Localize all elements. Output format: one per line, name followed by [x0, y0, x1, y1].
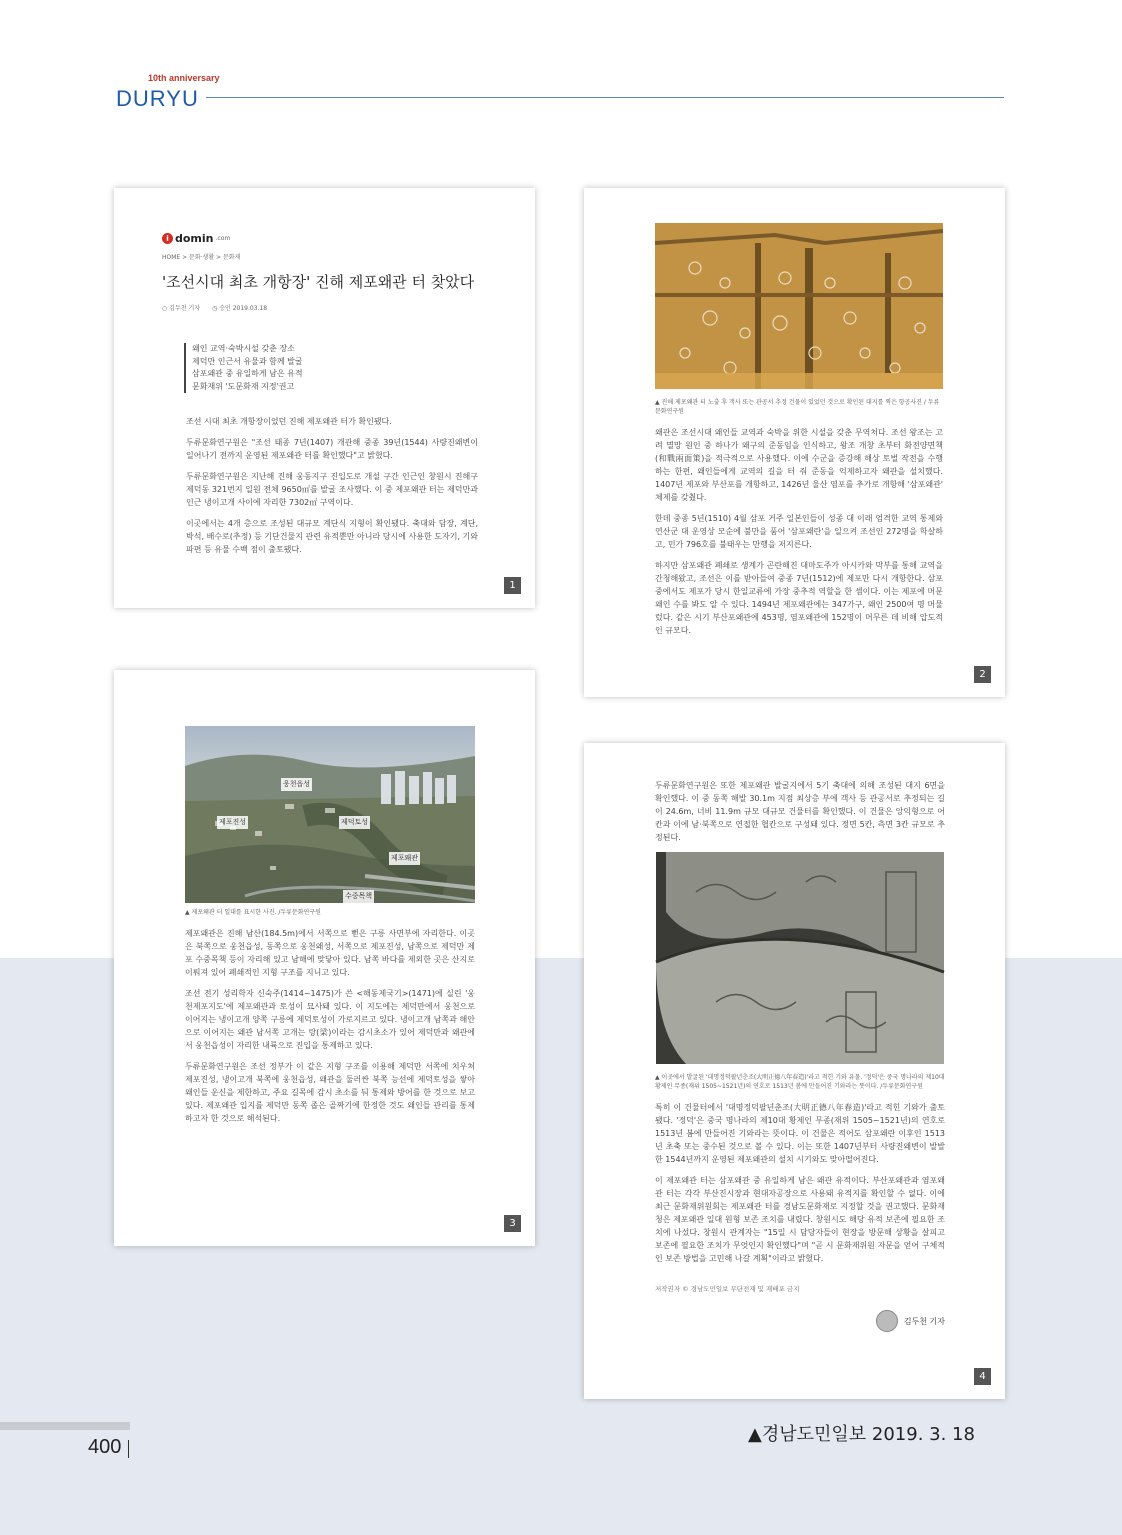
copyright-notice: 저작권자 © 경남도민일보 무단전재 및 재배포 금지 — [655, 1285, 800, 1293]
clipping-card-1 — [114, 188, 535, 608]
article-body: 제포왜관은 진해 남산(184.5m)에서 서쪽으로 뻗은 구릉 사면부에 자리한다. 이곳은 북쪽으로 웅천읍성, 동쪽으로 웅천왜성, 서쪽으로 제포진성, 남쪽으로 제덕만 제포 수중목책 등이 자리해 있고 남해에 맞닿아 있다. 남쪽 바다를 제외한 곳은 산지로 이뤄져 있어 폐쇄적인 지형 구조를 지니고 있다. 조선 전기 성리학자 신숙주(1414~1475)가 쓴 <해동제국기>(1471)에 실린 '웅천제포지도'에 제포왜관과 토성이 묘사돼 있다. 이 지도에는 제덕만에서 웅천으로 이어지는 냉이고개 양쪽 구릉에 제덕토성이 가로지르고 있다. 냉이고개 남쪽과 해안으로 이어지는 왜관 남서쪽 고개는 랑(梁)이라는 감시초소가 있어 제덕만과 왜관에서 웅천읍성이 자리한 내륙으로 진입을 통제하고 있다. 두류문화연구원은 조선 정부가 이 같은 지형 구조를 이용해 제덕만 서쪽에 치우쳐 제포진성, 냉이고개 북쪽에 웅천읍성, 왜관을 둘러싼 북쪽 능선에 제덕토성을 쌓아 왜인들 운신을 제한하고, 주요 길목에 감시 초소를 둬 통제와 방어를 한 것으로 보고 있다. 제포왜관 입지를 제덕만 동쪽 좁은 골짜기에 한정한 것도 왜인들 관리를 통제하고자 한 것으로 해석된다. — [185, 929, 475, 1123]
map-label-jepo-waegwan: 제포왜관 — [389, 852, 420, 865]
site-map-photo — [185, 726, 475, 903]
photo-caption: ▲ 진해 제포왜관 터 노출 후 객사 또는 관공서 추정 건물이 있었던 것으로 확인된 대지를 찍은 항공사진 / 두류문화연구원 — [655, 399, 940, 415]
clipping-card-3 — [114, 670, 535, 1246]
photo-caption: ▲ 제포왜관 터 일대를 표시한 사진. /두류문화연구원 — [185, 909, 321, 916]
map-label-woongcheon: 웅천읍성 — [281, 778, 312, 791]
logo-icon: i — [162, 233, 173, 244]
excavation-aerial-photo — [655, 223, 943, 389]
map-label-jedeok-fortress: 제덕토성 — [339, 816, 370, 829]
page-badge: 2 — [974, 666, 991, 683]
header-divider — [206, 97, 1004, 98]
date-row: ◷ 승인 2019.03.18 — [212, 305, 268, 312]
article-body: 조선 시대 최초 개항장이었던 진해 제포왜관 터가 확인됐다. 두류문화연구원은 "조선 태종 7년(1407) 개관해 중종 39년(1544) 사량진왜변이 일어나기 전까지 운영된 제포왜관 터를 확인했다"고 밝혔다. 두류문화연구원은 지난해 진해 웅동지구 진입도로 개설 구간 인근인 창원시 진해구 제덕동 321번지 일원 전체 9650㎡를 발굴 조사했다. 이 중 제포왜관 터는 제덕만과 인근 냉이고개 사이에 자리한 7302㎡ 구역이다. 이곳에서는 4개 층으로 조성된 대규모 계단식 지형이 확인됐다. 축대와 담장, 계단, 박석, 배수로(추정) 등 기단건물지 관련 유적뿐만 아니라 당시에 사용한 도자기, 기와 파편 등 유물 수백 점이 출토됐다. — [186, 417, 478, 554]
photo-caption: ▲ 이곳에서 발굴된 '대명정덕팔년춘조(大明正德八年春造)'라고 적힌 기와 유물. '정덕'은 중국 명나라의 제10대 황제인 무종(재위 1505~1521년)의 연호로 1513년 봄에 만들어진 기와라는 뜻이다. /두류문화연구원 — [655, 1074, 945, 1090]
page-badge: 4 — [974, 1368, 991, 1385]
map-label-palisade: 수중목책 — [343, 890, 374, 903]
article-title: '조선시대 최초 개항장' 진해 제포왜관 터 찾았다 — [162, 273, 475, 291]
source-credit: ▲경남도민일보 2019. 3. 18 — [748, 1424, 975, 1445]
anniversary-label: 10th anniversary — [148, 73, 220, 83]
clipping-card-4 — [584, 743, 1005, 1399]
byline — [162, 302, 482, 315]
clock-icon: ◷ — [212, 305, 218, 312]
article-body: 특히 이 건물터에서 '대명정덕팔년춘조(大明正德八年春造)'라고 적힌 기와가 출토됐다. '정덕'은 중국 명나라의 제10대 황제인 무종(재위 1505~1521년)의 연호로 1513년 봄에 만들어진 기와라는 뜻이다. 이 건물은 적어도 삼포왜란 이후인 1513년 초축 또는 중수된 것으로 볼 수 있다. 이는 또한 1407년부터 사량진왜변이 발발한 1544년까지 운영된 제포왜관의 설치 시기와도 맞아떨어진다. 이 제포왜관 터는 삼포왜관 중 유일하게 남은 왜관 유적이다. 부산포왜관과 염포왜관 터는 각각 부산진시장과 현대자공장으로 사용돼 유적지를 확인할 수 없다. 이에 최근 문화재위원회는 제포왜관 터를 경남도문화재로 지정할 것을 권고했다. 문화재청은 제포왜관 일대 원형 보존 조치를 내렸다. 창원시도 해당 유적 보존에 필요한 조치에 나섰다. 창원시 관계자는 "15일 시 담당자들이 현장을 방문해 상황을 살피고 보존에 필요한 조치가 무엇인지 확인했다"며 "곧 시 문화재위원 자문을 얻어 구체적인 보존 방법을 고민해 나갈 계획"이라고 밝혔다. — [655, 1103, 945, 1263]
article-body: 왜관은 조선시대 왜인들 교역과 숙박을 위한 시설을 갖춘 무역처다. 조선 왕조는 고려 멸망 원인 중 하나가 왜구의 준동임을 인식하고, 왕조 개창 초부터 화전양면책(和戰兩面策)을 적극적으로 사용했다. 이에 수군을 증강해 해상 토벌 작전을 수행하는 한편, 왜인들에게 교역의 길을 터 줘 준동을 억제하고자 왜관을 설치했다. 1407년 제포와 부산포를 개항하고, 1426년 울산 염포를 추가로 개항해 '삼포왜관' 체제를 갖췄다. 한데 중종 5년(1510) 4월 삼포 거주 일본인들이 성종 대 이래 엄격한 교역 통제와 연산군 대 운영상 모순에 불만을 품어 '삼포왜란'을 일으켜 조선인 272명을 학살하고, 민가 796호를 불태우는 만행을 저지른다. 하지만 삼포왜관 폐쇄로 생계가 곤란해진 대마도주가 아시카와 막부를 통해 교역을 간청해왔고, 조선은 이를 받아들여 중종 7년(1512)에 제포만 다시 개항한다. 삼포 중에서도 제포가 당시 한일교류에 가장 중추적 역할을 한 셈이다. 이는 제포에 머문 왜인 수를 봐도 알 수 있다. 1494년 제포왜관에는 347가구, 왜인 2500여 명 머물렀다. 같은 시기 부산포왜관에 453명, 염포왜관에 152명이 머무른 데 비해 압도적인 규모다. — [655, 428, 943, 635]
page-badge: 1 — [504, 577, 521, 594]
article-body-top: 두류문화연구원은 또한 제포왜관 발굴지에서 5기 축대에 의해 조성된 대지 6면을 확인했다. 이 중 동쪽 해발 30.1m 지점 최상층 부에 객사 등 관공서로 추정되는 길이 24.6m, 너비 11.9m 규모 대규모 건물터를 확인했다. 이 건물은 앙익형으로 어칸과 이에 남·북쪽으로 연접한 협칸으로 구성돼 있다. 정면 5칸, 측면 3칸 규모로 추정된다. — [655, 781, 945, 842]
breadcrumb: HOME > 문화·생활 > 문화재 — [162, 254, 241, 261]
person-icon: ○ — [162, 305, 168, 312]
page-number: 400 — [88, 1436, 122, 1458]
page-badge: 3 — [504, 1215, 521, 1232]
roof-tile-photo — [655, 852, 945, 1064]
footer-bar — [0, 1422, 130, 1430]
reporter-signature: 김두천 기자 — [655, 1310, 945, 1332]
reporter-avatar — [876, 1310, 898, 1332]
page-number-divider — [128, 1440, 129, 1458]
author-row: ○ 김두천 기자 — [162, 305, 201, 312]
clipping-card-2 — [584, 188, 1005, 697]
subheadline-block: 왜인 교역·숙박시설 갖춘 장소 제덕만 인근서 유물과 함께 발굴 삼포왜관 중 유일하게 남은 유적 문화재위 '도문화재 지정'권고 — [184, 343, 482, 393]
map-label-jepo-fortress: 제포진성 — [217, 816, 248, 829]
publisher-logo: i domin .com — [162, 232, 482, 245]
brand-title: DURYU — [116, 86, 199, 111]
